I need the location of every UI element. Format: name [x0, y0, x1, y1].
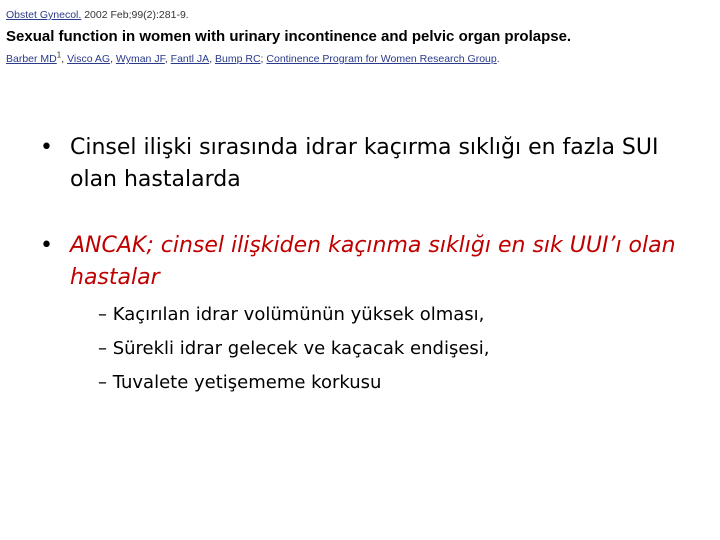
author-affiliation-marker: 1	[56, 50, 62, 60]
author-link-group[interactable]: Continence Program for Women Research Group	[266, 53, 497, 65]
author-link-visco[interactable]: Visco AG	[67, 53, 111, 65]
bullet-text: ANCAK; cinsel ilişkiden kaçınma sıklığı en sık UUI’ı olan hastalar	[70, 233, 676, 290]
citation-issue: 2002 Feb;99(2):281-9.	[81, 9, 189, 21]
bullet-uui	[40, 230, 690, 294]
article-title: Sexual function in women with urinary incontinence and pelvic organ prolapse.	[6, 28, 572, 45]
bullet-sui	[40, 132, 690, 196]
sub-bullet-item: – Sürekli idrar gelecek ve kaçacak endişesi,	[98, 338, 490, 359]
author-link-barber[interactable]: Barber MD	[6, 53, 57, 65]
bullet-dot: •	[40, 135, 53, 160]
sub-bullet-item: – Tuvalete yetişememe korkusu	[98, 372, 382, 393]
citation-header	[6, 8, 706, 66]
bullet-dot: •	[40, 233, 53, 258]
author-list: Barber $MD^1$, Visco AG, Wyman JF, Fantl JA, Bump RC; Continence Program for Women Research Group.	[6, 50, 500, 65]
sub-bullet-item: – Kaçırılan idrar volümünün yüksek olması,	[98, 304, 485, 325]
author-link-wyman[interactable]: Wyman JF	[115, 53, 165, 65]
slide-content	[40, 132, 690, 402]
author-link-fantl[interactable]: Fantl JA	[170, 53, 210, 65]
journal-link[interactable]: Obstet Gynecol.	[6, 9, 82, 21]
sub-bullet-list	[40, 300, 690, 398]
bullet-text: Cinsel ilişki sırasında idrar kaçırma sıklığı en fazla SUI olan hastalarda	[70, 135, 659, 192]
citation-source	[6, 8, 706, 22]
author-link-bump[interactable]: Bump RC	[215, 53, 261, 65]
